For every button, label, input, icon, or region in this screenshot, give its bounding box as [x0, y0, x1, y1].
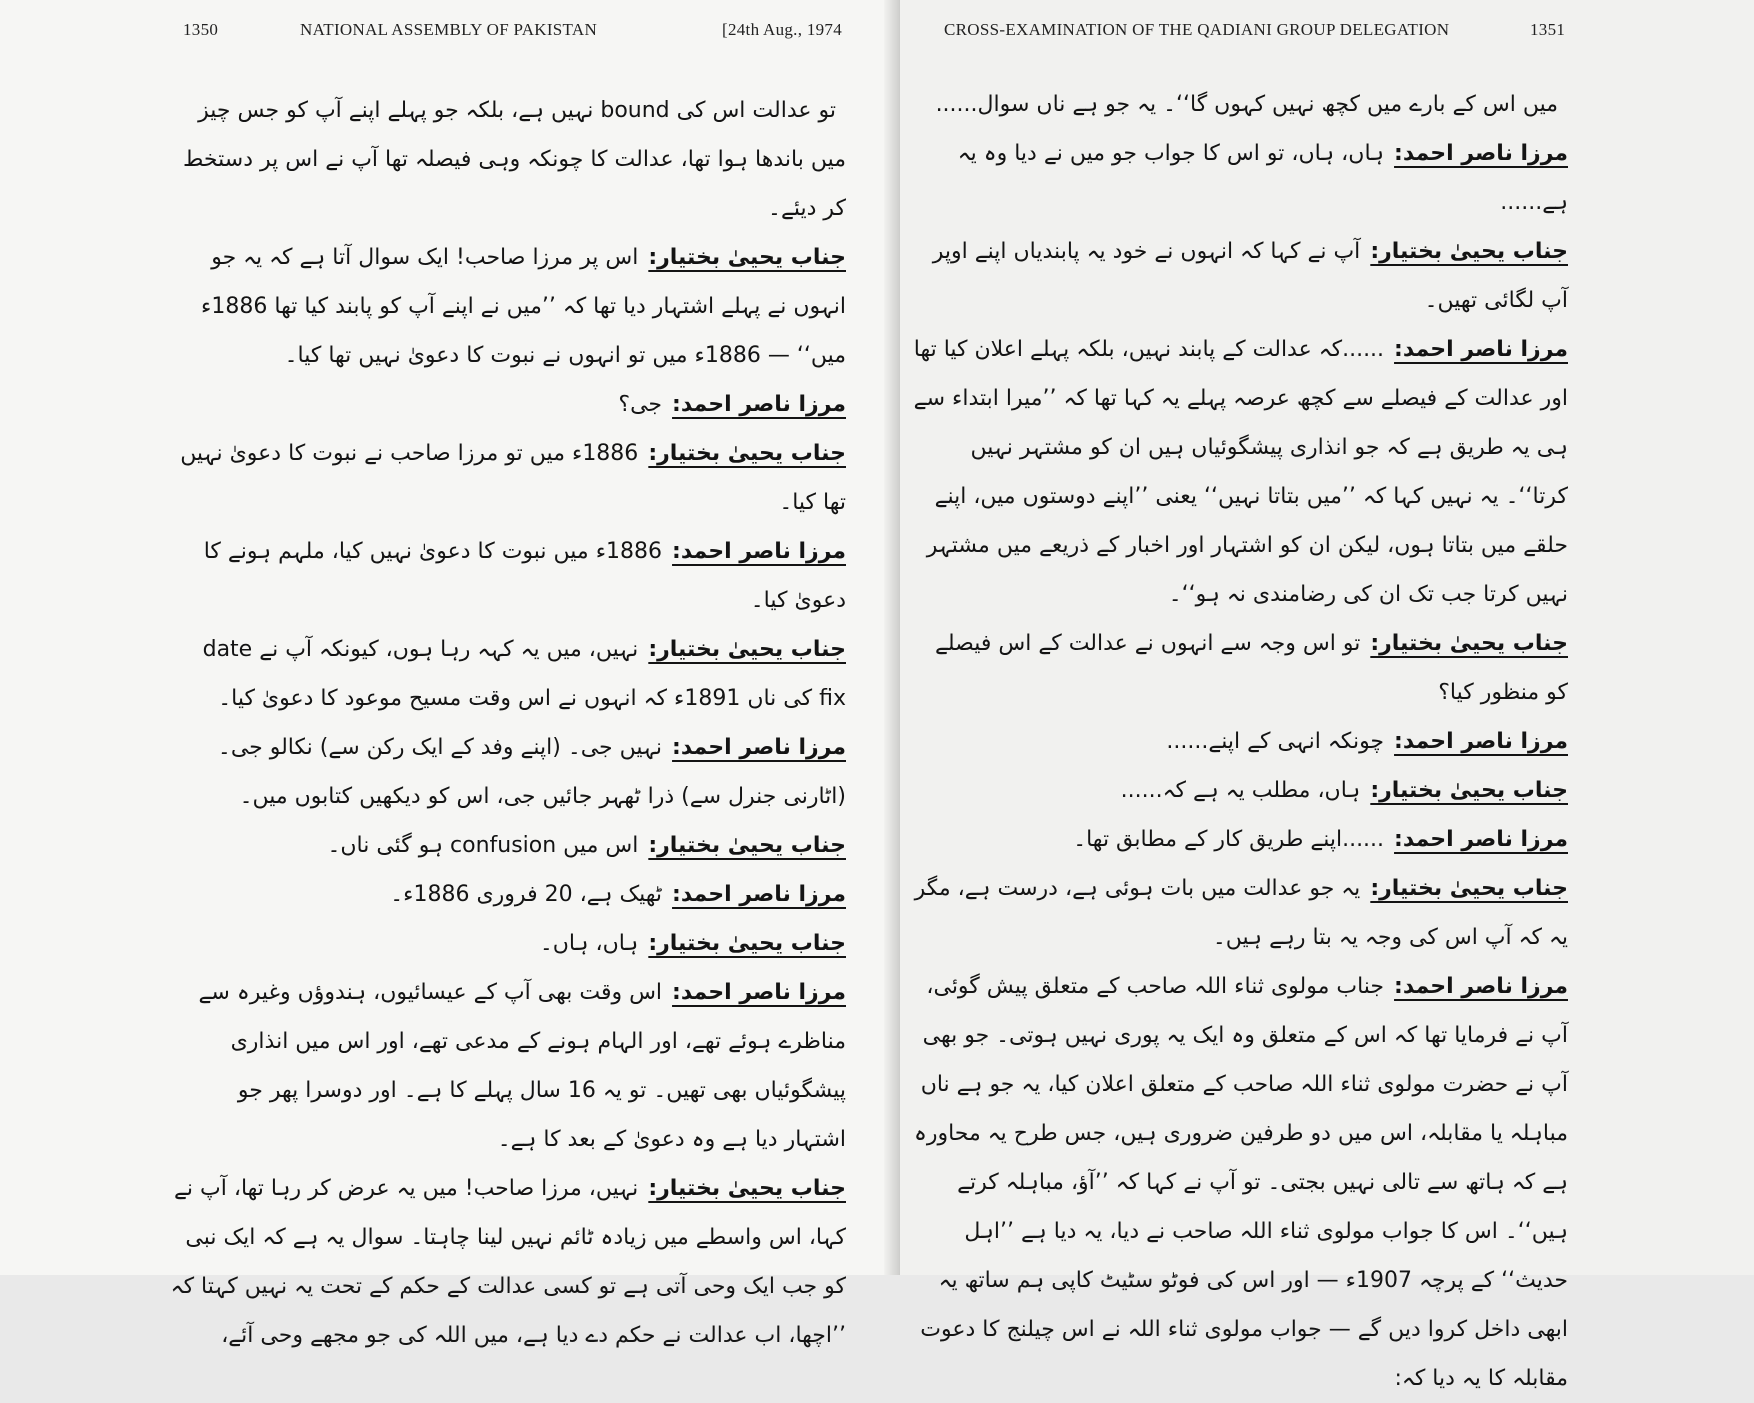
speech-text: نہیں، میں یہ کہہ رہا ہوں، کیونکہ آپ نے date fix کی ناں 1891ء کہ انہوں نے اس وقت مسیح موعود کا دعویٰ کیا۔ — [202, 637, 846, 711]
speech-text: ......اپنے طریق کار کے مطابق تھا۔ — [1073, 827, 1385, 852]
speech-text: ٹھیک ہے، 20 فروری 1886ء۔ — [390, 882, 663, 907]
speaker-name: جناب یحییٰ بختیار: — [648, 931, 846, 956]
speech-text: ......کہ عدالت کے پابند نہیں، بلکہ پہلے اعلان کیا تھا اور عدالت کے فیصلے سے کچھ عرصہ پہلے یہ کہا تھا کہ ’’میرا ابتداء سے ہی یہ طریق ہے کہ جو انذاری پیشگوئیاں ہیں ان کو مشتہر نہیں کرتا‘‘۔ یہ نہیں کہا کہ ’’میں بتاتا نہیں‘‘ یعنی ’’اپنے دوستوں میں، اپنے حلقے میں بتاتا ہوں، لیکن ان کو اشتہار اور اخبار کے ذریعے میں مشتہر نہیں کرتا جب تک ان کی رضامندی نہ ہو‘‘۔ — [913, 337, 1568, 607]
dialogue-paragraph — [908, 227, 1568, 325]
dialogue-paragraph — [170, 723, 846, 821]
dialogue-paragraph — [170, 380, 846, 429]
left-page-header — [0, 20, 900, 50]
speaker-name: مرزا ناصر احمد: — [1394, 827, 1568, 852]
speaker-name: مرزا ناصر احمد: — [1394, 141, 1568, 166]
speech-text: یہ جو عدالت میں بات ہوئی ہے، درست ہے، مگر یہ کہ آپ اس کی وجہ یہ بتا رہے ہیں۔ — [914, 876, 1568, 950]
dialogue-paragraph — [170, 870, 846, 919]
speech-text: نہیں جی۔ (اپنے وفد کے ایک رکن سے) نکالو جی۔ (اٹارنی جنرل سے) ذرا ٹھہر جائیں جی، اس کو دیکھیں کتابوں میں۔ — [217, 735, 846, 809]
speaker-name: جناب یحییٰ بختیار: — [1370, 876, 1568, 901]
speech-text: تو عدالت اس کی bound نہیں ہے، بلکہ جو پہلے اپنے آپ کو جس چیز میں باندھا ہوا تھا، عدالت کا چونکہ وہی فیصلہ تھا آپ نے اس پر دستخط کر دیئے۔ — [183, 98, 846, 221]
speaker-name: مرزا ناصر احمد: — [672, 882, 846, 907]
speech-text: 1886ء میں تو مرزا صاحب نے نبوت کا دعویٰ نہیں تھا کیا۔ — [180, 441, 846, 515]
speaker-name: جناب یحییٰ بختیار: — [648, 441, 846, 466]
speech-text: ہاں، ہاں۔ — [539, 931, 639, 956]
speech-text: نہیں، مرزا صاحب! میں یہ عرض کر رہا تھا، آپ نے کہا، اس واسطے میں زیادہ ٹائم نہیں لینا چاہتا۔ سوال یہ ہے کہ ایک نبی کو جب ایک وحی آتی ہے تو کسی عدالت کے حکم کے تحت یہ نہیں کہتا کہ ’’اچھا، اب عدالت نے حکم دے دیا ہے، میں اللہ کی جو مجھے وحی آئے، — [170, 1176, 846, 1348]
speech-text: میں اس کے بارے میں کچھ نہیں کہوں گا‘‘۔ یہ جو ہے ناں سوال...... — [935, 92, 1558, 117]
right-page-body — [908, 80, 1568, 1403]
dialogue-paragraph — [908, 619, 1568, 717]
speaker-name: جناب یحییٰ بختیار: — [648, 833, 846, 858]
dialogue-paragraph — [170, 919, 846, 968]
speech-text: چونکہ انہی کے اپنے...... — [1166, 729, 1385, 754]
speaker-name: جناب یحییٰ بختیار: — [1370, 778, 1568, 803]
right-running-title: CROSS-EXAMINATION OF THE QADIANI GROUP DELEGATION — [944, 20, 1450, 39]
right-page-number: 1351 — [1530, 20, 1566, 39]
dialogue-paragraph — [170, 233, 846, 380]
left-page-body — [170, 86, 846, 1360]
speaker-name: مرزا ناصر احمد: — [1394, 729, 1568, 754]
dialogue-paragraph — [908, 962, 1568, 1403]
speaker-name: جناب یحییٰ بختیار: — [1370, 239, 1568, 264]
speech-text: جناب مولوی ثناء اللہ صاحب کے متعلق پیش گوئی، آپ نے فرمایا تھا کہ اس کے متعلق وہ ایک یہ پوری نہیں ہوتی۔ جو بھی آپ نے حضرت مولوی ثناء اللہ صاحب کے متعلق اعلان کیا، یہ جو ہے ناں مباہلہ یا مقابلہ، اس میں دو طرفین ضروری ہیں، جس طرح یہ محاورہ ہے کہ ہاتھ سے تالی نہیں بجتی۔ تو آپ نے کہا کہ ’’آؤ، مباہلہ کرتے ہیں‘‘۔ اس کا جواب مولوی ثناء اللہ صاحب نے دیا، یہ دیا ہے ’’اہل حدیث‘‘ کے پرچہ 1907ء — اور اس کی فوٹو سٹیٹ کاپی ہم ساتھ یہ ابھی داخل کروا دیں گے — جواب مولوی ثناء اللہ نے اس چیلنج کا دعوت مقابلہ کا یہ دیا کہ: — [913, 974, 1568, 1391]
dialogue-paragraph — [170, 86, 846, 233]
left-page-number: 1350 — [183, 20, 219, 39]
speech-text: ہاں، ہاں، تو اس کا جواب جو میں نے دیا وہ یہ ہے...... — [957, 141, 1568, 215]
dialogue-paragraph — [908, 80, 1568, 129]
speech-text: ہاں، مطلب یہ ہے کہ...... — [1120, 778, 1361, 803]
speech-text: آپ نے کہا کہ انہوں نے خود یہ پابندیاں اپنے اوپر آپ لگائی تھیں۔ — [932, 239, 1568, 313]
speaker-name: مرزا ناصر احمد: — [672, 392, 846, 417]
dialogue-paragraph — [908, 864, 1568, 962]
speech-text: اس میں confusion ہو گئی ناں۔ — [327, 833, 639, 858]
dialogue-paragraph — [908, 129, 1568, 227]
right-page — [900, 0, 1754, 1391]
speech-text: 1886ء میں نبوت کا دعویٰ نہیں کیا، ملہم ہونے کا دعویٰ کیا۔ — [203, 539, 846, 613]
speaker-name: مرزا ناصر احمد: — [672, 539, 846, 564]
speech-text: جی؟ — [618, 392, 663, 417]
dialogue-paragraph — [170, 527, 846, 625]
dialogue-paragraph — [170, 429, 846, 527]
speaker-name: مرزا ناصر احمد: — [1394, 337, 1568, 362]
left-header-date: [24th Aug., 1974 — [722, 20, 843, 39]
right-page-header — [900, 20, 1754, 50]
dialogue-paragraph — [170, 1164, 846, 1360]
speaker-name: مرزا ناصر احمد: — [1394, 974, 1568, 999]
dialogue-paragraph — [170, 821, 846, 870]
speech-text: اس پر مرزا صاحب! ایک سوال آتا ہے کہ یہ جو انہوں نے پہلے اشتہار دیا تھا کہ ’’میں نے اپنے آپ کو پابند کیا تھا 1886ء میں‘‘ — 1886ء میں تو انہوں نے نبوت کا دعویٰ نہیں تھا کیا۔ — [201, 245, 846, 368]
left-running-title: NATIONAL ASSEMBLY OF PAKISTAN — [300, 20, 598, 39]
dialogue-paragraph — [908, 325, 1568, 619]
dialogue-paragraph — [170, 968, 846, 1164]
dialogue-paragraph — [908, 717, 1568, 766]
speaker-name: جناب یحییٰ بختیار: — [1370, 631, 1568, 656]
speaker-name: مرزا ناصر احمد: — [672, 735, 846, 760]
speaker-name: مرزا ناصر احمد: — [672, 980, 846, 1005]
dialogue-paragraph — [170, 625, 846, 723]
speech-text: تو اس وجہ سے انہوں نے عدالت کے اس فیصلے کو منظور کیا؟ — [934, 631, 1568, 705]
speaker-name: جناب یحییٰ بختیار: — [648, 637, 846, 662]
speaker-name: جناب یحییٰ بختیار: — [648, 245, 846, 270]
dialogue-paragraph — [908, 766, 1568, 815]
speaker-name: جناب یحییٰ بختیار: — [648, 1176, 846, 1201]
speech-text: اس وقت بھی آپ کے عیسائیوں، ہندوؤں وغیرہ سے مناظرے ہوئے تھے، اور الہام ہونے کے مدعی تھے، اور اس میں انذاری پیشگوئیاں بھی تھیں۔ تو یہ 16 سال پہلے کا ہے۔ اور دوسرا پھر جو اشتہار دیا ہے وہ دعویٰ کے بعد کا ہے۔ — [198, 980, 846, 1152]
left-page — [0, 0, 900, 1348]
dialogue-paragraph — [908, 815, 1568, 864]
